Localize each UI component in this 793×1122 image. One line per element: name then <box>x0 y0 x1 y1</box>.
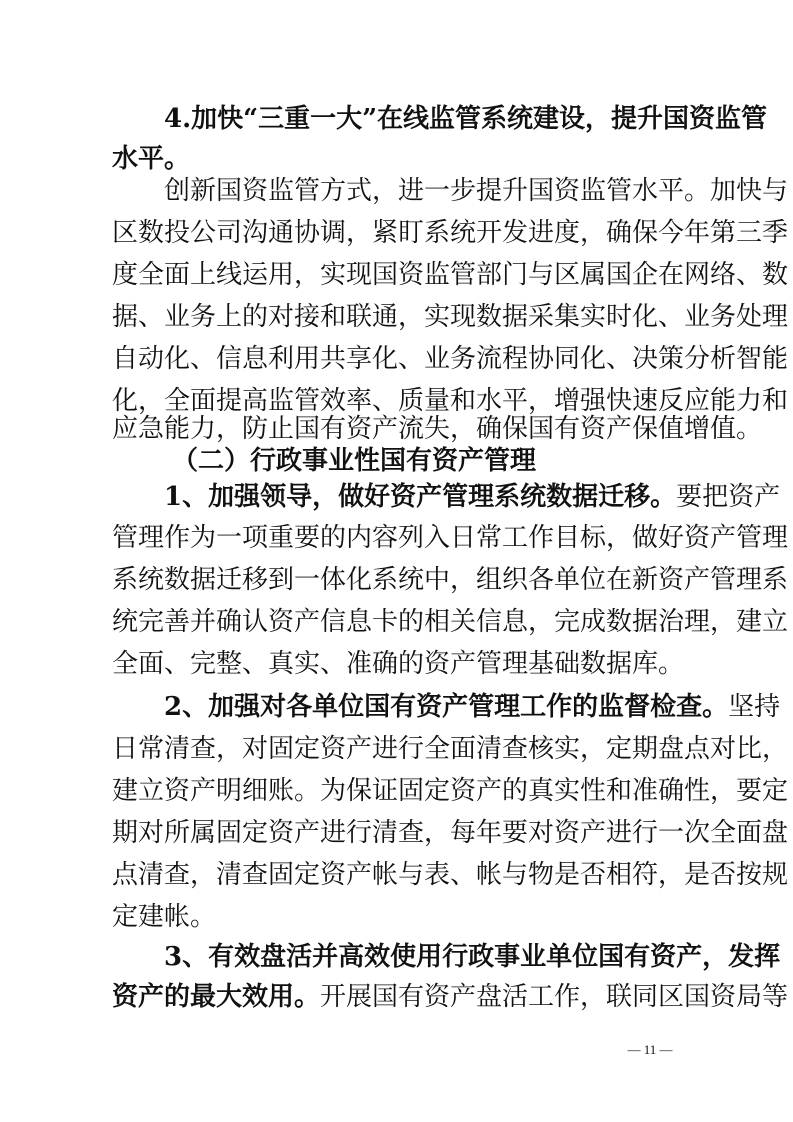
paragraph-line: 全面、完整、真实、准确的资产管理基础数据库。 <box>112 649 685 679</box>
section-two-heading: （二）行政事业性国有资产管理 <box>172 446 537 476</box>
item-3-lead-text: 开展国有资产盘活工作，联同区国资局等 <box>320 982 789 1012</box>
paragraph-line: 系统数据迁移到一体化系统中，组织各单位在新资产管理系 <box>112 565 789 595</box>
paragraph-line: 区数投公司沟通协调，紧盯系统开发进度，确保今年第三季 <box>112 218 789 248</box>
item-3-title-line-1: 3、有效盘活并高效使用行政事业单位国有资产，发挥 <box>164 942 781 972</box>
item-3-title-line-2: 资产的最大效用。 <box>112 982 321 1012</box>
paragraph-line: 据、业务上的对接和联通，实现数据采集实时化、业务处理 <box>112 302 789 332</box>
item-1-first-line <box>164 476 781 518</box>
paragraph-line: 自动化、信息利用共享化、业务流程协同化、决策分析智能 <box>112 344 789 374</box>
item-2-lead-text: 坚持 <box>728 692 781 722</box>
section-4-title-line-1: 4.加快“三重一大”在线监管系统建设，提升国资监管 <box>164 104 768 134</box>
item-3-second-line <box>112 976 789 1018</box>
paragraph-line: 统完善并确认资产信息卡的相关信息，完成数据治理，建立 <box>112 607 789 637</box>
paragraph-line: 应急能力，防止国有资产流失，确保国有资产保值增值。 <box>112 414 763 444</box>
paragraph-line: 建立资产明细账。为保证固定资产的真实性和准确性，要定 <box>112 776 789 806</box>
page-number: — 11 — <box>627 1042 673 1057</box>
item-1-title: 1、加强领导，做好资产管理系统数据迁移。 <box>164 482 677 512</box>
paragraph-line: 定建帐。 <box>112 902 217 932</box>
paragraph-line: 度全面上线运用，实现国资监管部门与区属国企在网络、数 <box>112 260 789 290</box>
paragraph-line: 日常清查，对固定资产进行全面清查核实，定期盘点对比， <box>112 734 789 764</box>
item-2-title: 2、加强对各单位国有资产管理工作的监督检查。 <box>164 692 729 722</box>
item-2-first-line <box>164 686 781 728</box>
item-1-lead-text: 要把资产 <box>676 482 781 512</box>
paragraph-line: 点清查，清查固定资产帐与表、帐与物是否相符，是否按规 <box>112 860 789 890</box>
section-4-title-line-2: 水平。 <box>112 144 191 174</box>
paragraph-line: 化，全面提高监管效率、质量和水平，增强快速反应能力和 <box>112 386 789 416</box>
paragraph-line: 期对所属固定资产进行清查，每年要对资产进行一次全面盘 <box>112 818 789 848</box>
paragraph-line: 管理作为一项重要的内容列入日常工作目标，做好资产管理 <box>112 523 789 553</box>
paragraph-line: 创新国资监管方式，进一步提升国资监管水平。加快与 <box>164 176 789 206</box>
